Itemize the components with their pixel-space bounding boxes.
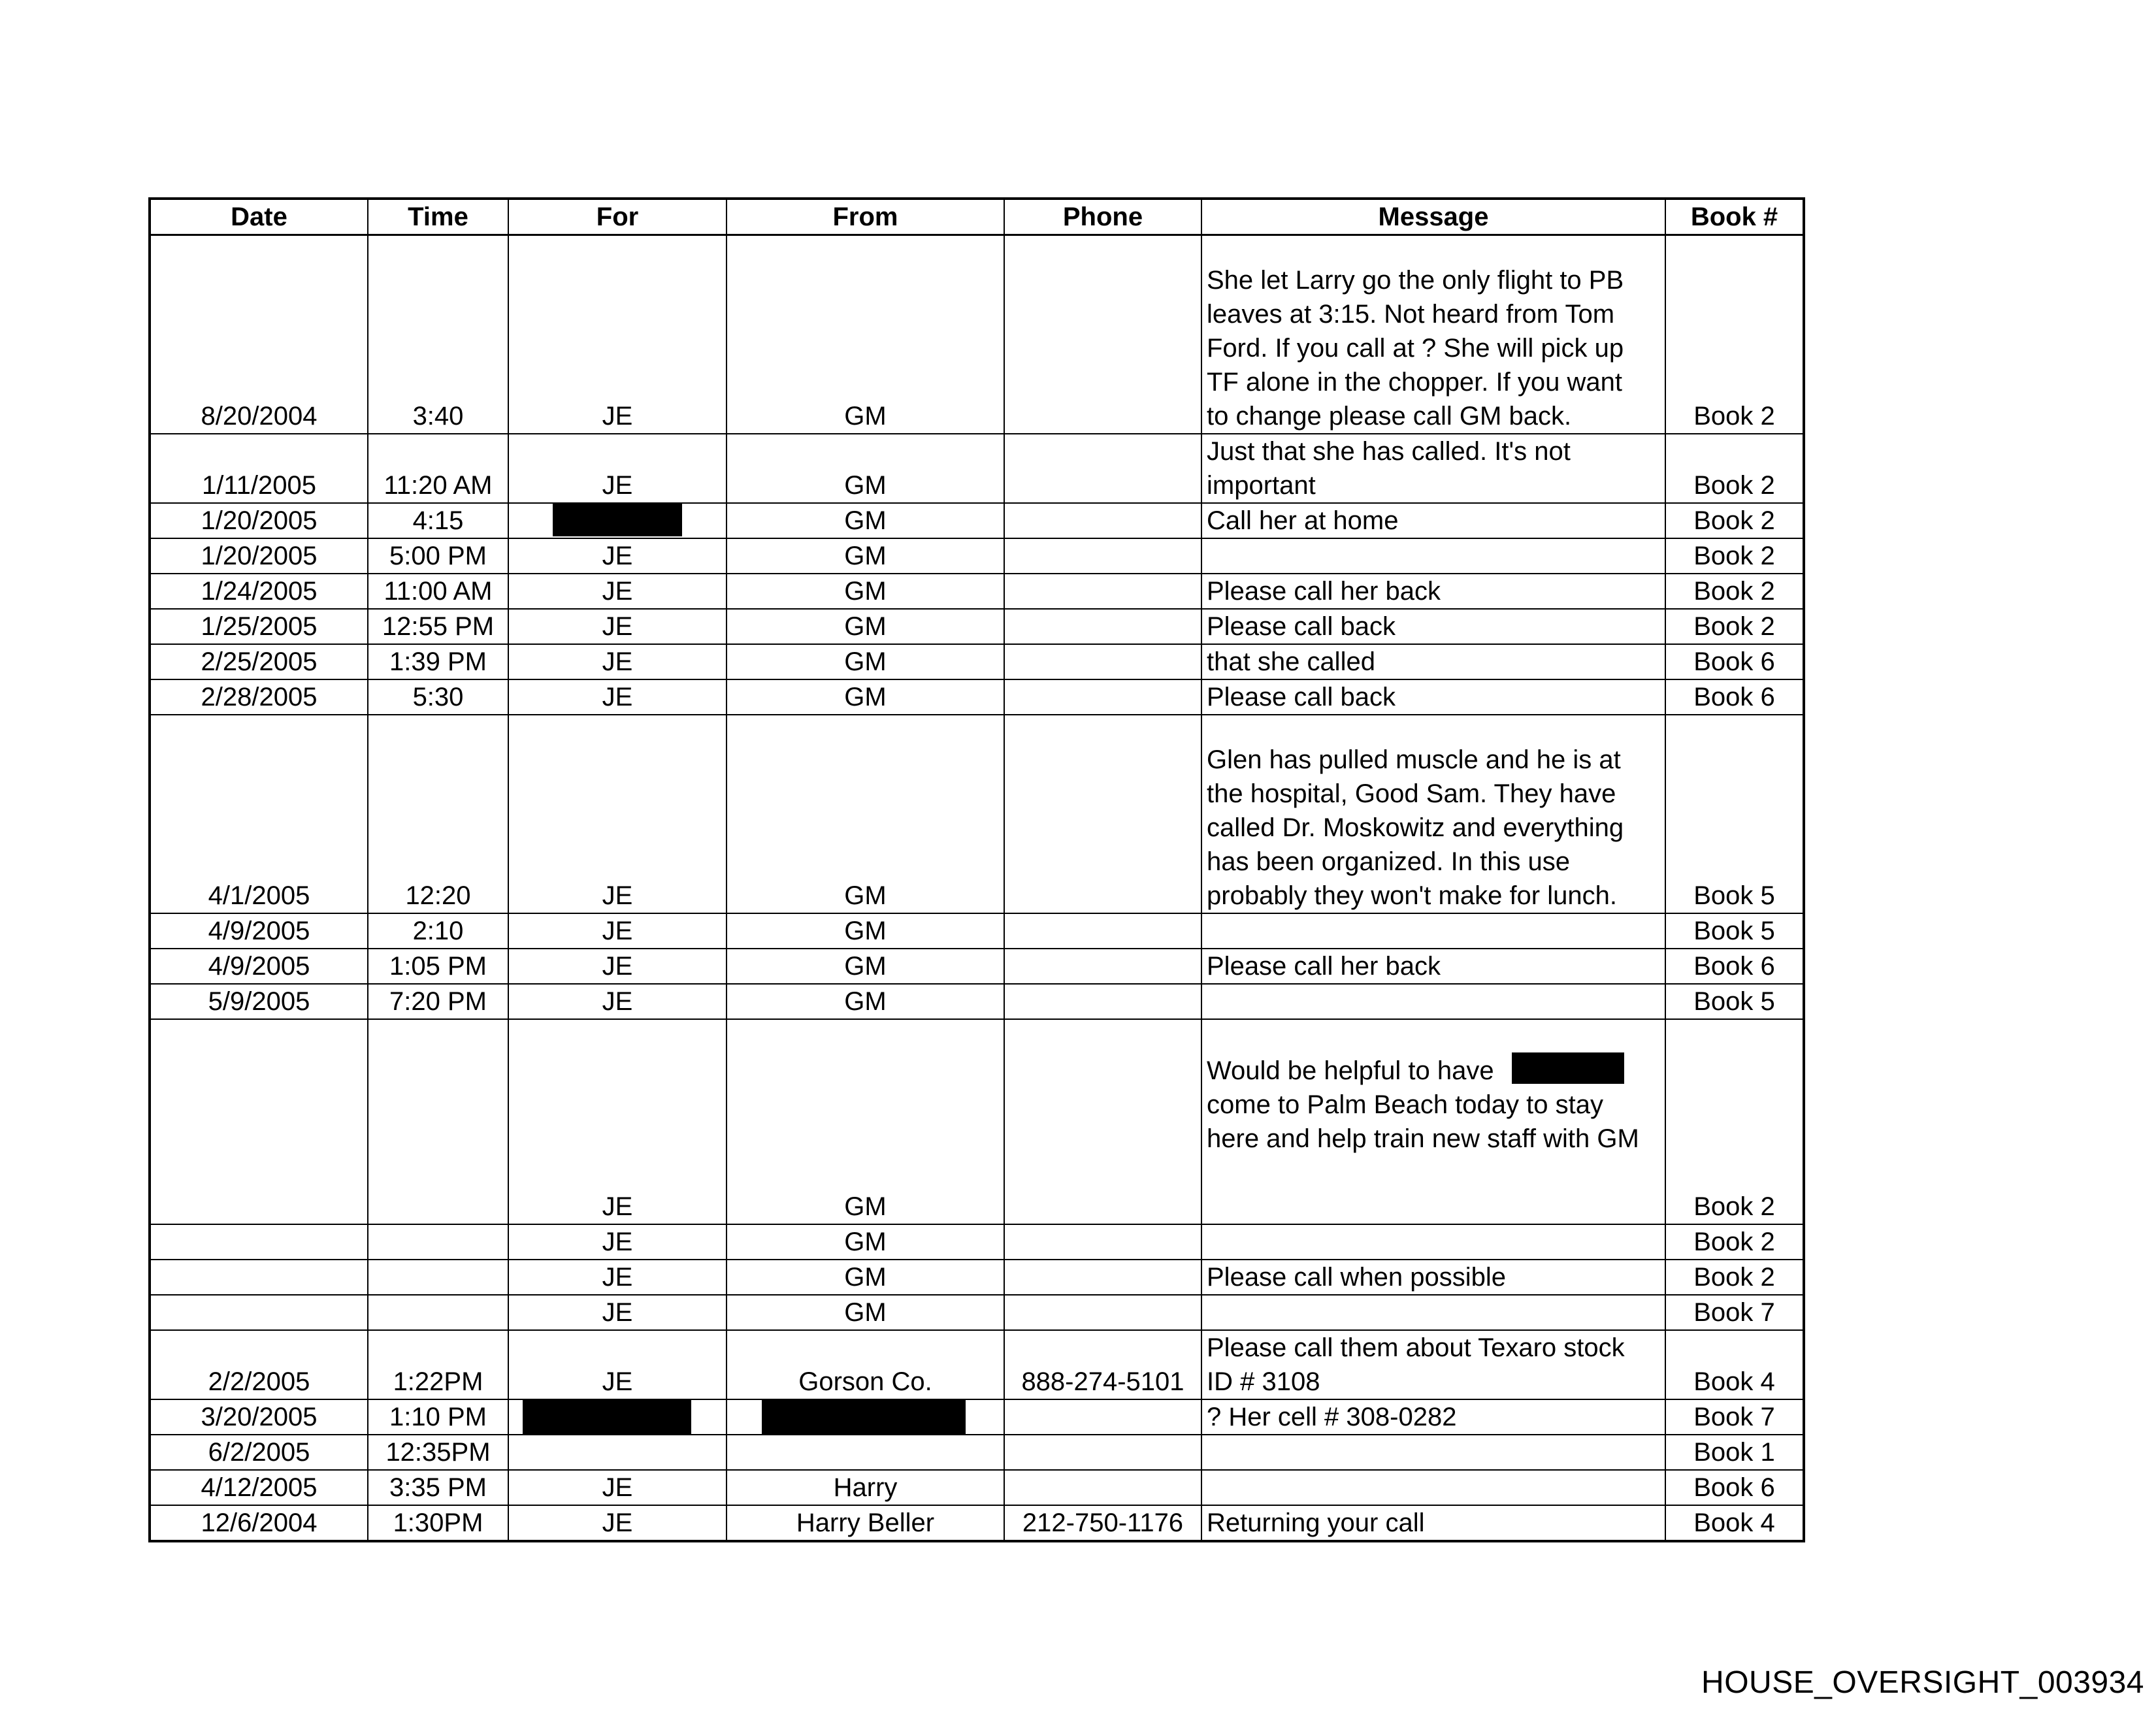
phone-cell xyxy=(1004,1224,1201,1260)
table-row xyxy=(150,1470,1804,1505)
from-cell: GM xyxy=(727,913,1004,949)
time-cell: 12:20 xyxy=(368,715,508,913)
for-cell: JE xyxy=(508,984,727,1019)
message-cell: Please call her back xyxy=(1201,949,1665,984)
book-cell: Book 2 xyxy=(1665,574,1804,609)
book-cell: Book 6 xyxy=(1665,949,1804,984)
date-cell: 2/25/2005 xyxy=(150,644,368,679)
phone-cell xyxy=(1004,538,1201,574)
from-cell: Gorson Co. xyxy=(727,1330,1004,1399)
for-cell: JE xyxy=(508,1505,727,1541)
message-cell: Please call her back xyxy=(1201,574,1665,609)
for-cell: JE xyxy=(508,609,727,644)
time-cell: 4:15 xyxy=(368,503,508,538)
time-cell xyxy=(368,1224,508,1260)
time-cell xyxy=(368,1019,508,1224)
time-cell xyxy=(368,1260,508,1295)
phone-cell xyxy=(1004,609,1201,644)
from-cell: GM xyxy=(727,679,1004,715)
for-cell: JE xyxy=(508,949,727,984)
for-cell: JE xyxy=(508,1019,727,1224)
phone-cell xyxy=(1004,1435,1201,1470)
table-row xyxy=(150,913,1804,949)
table-row xyxy=(150,1399,1804,1435)
header-book: Book # xyxy=(1665,199,1804,235)
from-cell: GM xyxy=(727,644,1004,679)
header-row xyxy=(150,199,1804,235)
for-cell: JE xyxy=(508,1260,727,1295)
message-cell xyxy=(1201,1019,1665,1224)
table-row xyxy=(150,503,1804,538)
table-row xyxy=(150,538,1804,574)
message-cell: Returning your call xyxy=(1201,1505,1665,1541)
date-cell: 12/6/2004 xyxy=(150,1505,368,1541)
book-cell: Book 6 xyxy=(1665,679,1804,715)
book-cell: Book 6 xyxy=(1665,644,1804,679)
phone-cell: 888-274-5101 xyxy=(1004,1330,1201,1399)
from-cell: GM xyxy=(727,1019,1004,1224)
phone-cell: 212-750-1176 xyxy=(1004,1505,1201,1541)
header-date: Date xyxy=(150,199,368,235)
date-cell: 4/9/2005 xyxy=(150,913,368,949)
phone-cell xyxy=(1004,949,1201,984)
date-cell: 3/20/2005 xyxy=(150,1399,368,1435)
time-cell: 1:10 PM xyxy=(368,1399,508,1435)
phone-cell xyxy=(1004,1399,1201,1435)
message-cell: Call her at home xyxy=(1201,503,1665,538)
table-row xyxy=(150,609,1804,644)
phone-cell xyxy=(1004,1470,1201,1505)
for-cell: JE xyxy=(508,715,727,913)
message-cell: Please call back xyxy=(1201,609,1665,644)
time-cell: 3:40 xyxy=(368,235,508,434)
phone-cell xyxy=(1004,574,1201,609)
for-cell: JE xyxy=(508,538,727,574)
from-cell: Harry xyxy=(727,1470,1004,1505)
book-cell: Book 5 xyxy=(1665,715,1804,913)
date-cell: 4/9/2005 xyxy=(150,949,368,984)
table-row xyxy=(150,1330,1804,1399)
book-cell: Book 2 xyxy=(1665,1224,1804,1260)
book-cell: Book 4 xyxy=(1665,1330,1804,1399)
message-cell xyxy=(1201,1435,1665,1470)
from-cell xyxy=(727,1435,1004,1470)
message-cell xyxy=(1201,984,1665,1019)
message-cell xyxy=(1201,1470,1665,1505)
table-row xyxy=(150,1260,1804,1295)
time-cell: 1:05 PM xyxy=(368,949,508,984)
time-cell: 1:30PM xyxy=(368,1505,508,1541)
for-cell xyxy=(508,1399,727,1435)
message-cell: that she called xyxy=(1201,644,1665,679)
date-cell: 4/1/2005 xyxy=(150,715,368,913)
table-row xyxy=(150,1505,1804,1541)
time-cell: 7:20 PM xyxy=(368,984,508,1019)
message-cell xyxy=(1201,913,1665,949)
date-cell: 1/11/2005 xyxy=(150,434,368,503)
message-cell: ? Her cell # 308-0282 xyxy=(1201,1399,1665,1435)
date-cell: 6/2/2005 xyxy=(150,1435,368,1470)
time-cell: 5:00 PM xyxy=(368,538,508,574)
date-cell: 1/20/2005 xyxy=(150,538,368,574)
date-cell: 1/25/2005 xyxy=(150,609,368,644)
for-cell: JE xyxy=(508,434,727,503)
date-cell: 4/12/2005 xyxy=(150,1470,368,1505)
from-cell: GM xyxy=(727,1295,1004,1330)
for-cell: JE xyxy=(508,913,727,949)
from-cell: GM xyxy=(727,715,1004,913)
book-cell: Book 2 xyxy=(1665,1019,1804,1224)
time-cell: 11:20 AM xyxy=(368,434,508,503)
phone-cell xyxy=(1004,679,1201,715)
book-cell: Book 2 xyxy=(1665,609,1804,644)
phone-cell xyxy=(1004,644,1201,679)
message-cell xyxy=(1201,1224,1665,1260)
message-cell: Please call back xyxy=(1201,679,1665,715)
phone-cell xyxy=(1004,1260,1201,1295)
from-cell: GM xyxy=(727,984,1004,1019)
from-cell: GM xyxy=(727,949,1004,984)
header-time: Time xyxy=(368,199,508,235)
from-cell xyxy=(727,1399,1004,1435)
date-cell: 8/20/2004 xyxy=(150,235,368,434)
phone-cell xyxy=(1004,235,1201,434)
redaction-box xyxy=(553,503,682,536)
phone-cell xyxy=(1004,503,1201,538)
from-cell: GM xyxy=(727,434,1004,503)
table-row xyxy=(150,644,1804,679)
book-cell: Book 6 xyxy=(1665,1470,1804,1505)
phone-cell xyxy=(1004,715,1201,913)
message-cell: She let Larry go the only flight to PB leaves at 3:15. Not heard from Tom Ford. If you call at ? She will pick up TF alone in the chopper. If you want to change please call GM back. xyxy=(1201,235,1665,434)
message-cell: Please call them about Texaro stock ID # 3108 xyxy=(1201,1330,1665,1399)
book-cell: Book 2 xyxy=(1665,1260,1804,1295)
for-cell: JE xyxy=(508,1295,727,1330)
message-cell xyxy=(1201,538,1665,574)
redaction-box xyxy=(1512,1052,1624,1084)
message-cell xyxy=(1201,1295,1665,1330)
message-text: Would be helpful to have come to Palm Beach today to stay here and help train new staff with GM xyxy=(1207,1056,1639,1153)
for-cell: JE xyxy=(508,644,727,679)
time-cell xyxy=(368,1295,508,1330)
from-cell: GM xyxy=(727,609,1004,644)
document-id: HOUSE_OVERSIGHT_003934 xyxy=(1701,1665,2144,1700)
header-phone: Phone xyxy=(1004,199,1201,235)
time-cell: 1:39 PM xyxy=(368,644,508,679)
phone-cell xyxy=(1004,1019,1201,1224)
time-cell: 12:55 PM xyxy=(368,609,508,644)
for-cell: JE xyxy=(508,235,727,434)
date-cell xyxy=(150,1019,368,1224)
for-cell: JE xyxy=(508,1470,727,1505)
table-row xyxy=(150,1435,1804,1470)
book-cell: Book 5 xyxy=(1665,984,1804,1019)
message-cell: Glen has pulled muscle and he is at the hospital, Good Sam. They have called Dr. Moskowitz and everything has been organized. In this use probably they won't make for lunch. xyxy=(1201,715,1665,913)
phone-cell xyxy=(1004,1295,1201,1330)
date-cell xyxy=(150,1295,368,1330)
table-row xyxy=(150,949,1804,984)
for-cell xyxy=(508,503,727,538)
book-cell: Book 2 xyxy=(1665,434,1804,503)
redaction-box xyxy=(762,1400,966,1435)
phone-cell xyxy=(1004,913,1201,949)
book-cell: Book 2 xyxy=(1665,503,1804,538)
redaction-box xyxy=(523,1400,691,1435)
date-cell: 5/9/2005 xyxy=(150,984,368,1019)
message-log-table xyxy=(148,197,1805,1542)
book-cell: Book 7 xyxy=(1665,1295,1804,1330)
for-cell: JE xyxy=(508,679,727,715)
date-cell: 2/2/2005 xyxy=(150,1330,368,1399)
table-row xyxy=(150,1295,1804,1330)
time-cell: 3:35 PM xyxy=(368,1470,508,1505)
table-row xyxy=(150,1224,1804,1260)
message-cell: Please call when possible xyxy=(1201,1260,1665,1295)
table-row xyxy=(150,679,1804,715)
from-cell: GM xyxy=(727,1224,1004,1260)
from-cell: GM xyxy=(727,1260,1004,1295)
date-cell: 1/20/2005 xyxy=(150,503,368,538)
for-cell xyxy=(508,1435,727,1470)
header-message: Message xyxy=(1201,199,1665,235)
table-row xyxy=(150,574,1804,609)
phone-cell xyxy=(1004,984,1201,1019)
table-row xyxy=(150,1019,1804,1224)
book-cell: Book 5 xyxy=(1665,913,1804,949)
message-cell: Just that she has called. It's not important xyxy=(1201,434,1665,503)
book-cell: Book 2 xyxy=(1665,538,1804,574)
book-cell: Book 4 xyxy=(1665,1505,1804,1541)
for-cell: JE xyxy=(508,1330,727,1399)
table-row xyxy=(150,434,1804,503)
header-from: From xyxy=(727,199,1004,235)
from-cell: Harry Beller xyxy=(727,1505,1004,1541)
time-cell: 12:35PM xyxy=(368,1435,508,1470)
time-cell: 11:00 AM xyxy=(368,574,508,609)
from-cell: GM xyxy=(727,538,1004,574)
time-cell: 2:10 xyxy=(368,913,508,949)
date-cell xyxy=(150,1224,368,1260)
date-cell: 1/24/2005 xyxy=(150,574,368,609)
table-row xyxy=(150,235,1804,434)
from-cell: GM xyxy=(727,235,1004,434)
date-cell xyxy=(150,1260,368,1295)
phone-cell xyxy=(1004,434,1201,503)
table-row xyxy=(150,984,1804,1019)
time-cell: 1:22PM xyxy=(368,1330,508,1399)
date-cell: 2/28/2005 xyxy=(150,679,368,715)
from-cell: GM xyxy=(727,503,1004,538)
header-for: For xyxy=(508,199,727,235)
book-cell: Book 1 xyxy=(1665,1435,1804,1470)
for-cell: JE xyxy=(508,1224,727,1260)
book-cell: Book 2 xyxy=(1665,235,1804,434)
book-cell: Book 7 xyxy=(1665,1399,1804,1435)
table-row xyxy=(150,715,1804,913)
from-cell: GM xyxy=(727,574,1004,609)
for-cell: JE xyxy=(508,574,727,609)
time-cell: 5:30 xyxy=(368,679,508,715)
